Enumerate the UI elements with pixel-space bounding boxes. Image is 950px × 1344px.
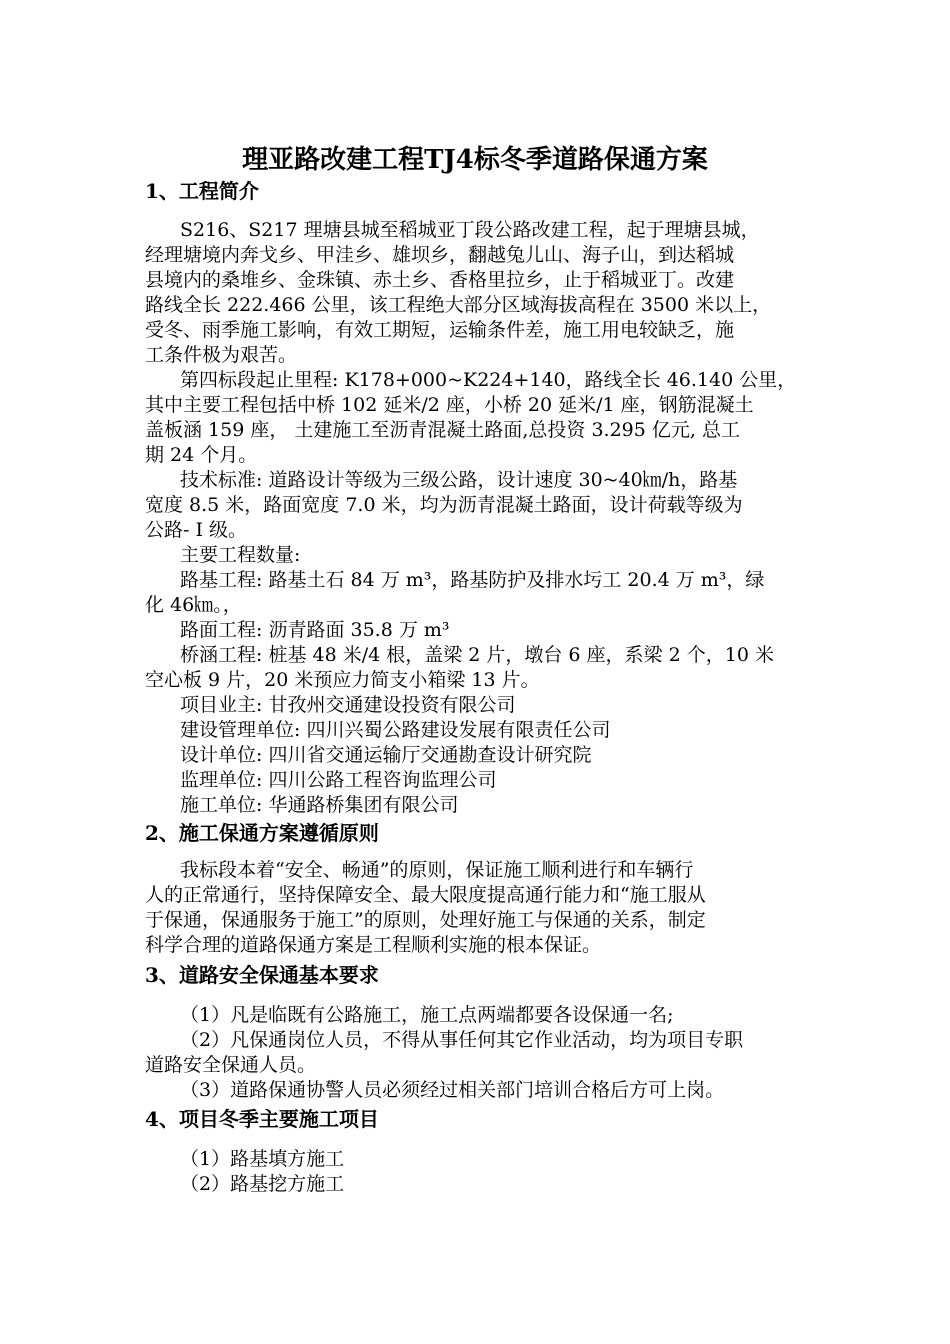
section-4-heading: 4、项目冬季主要施工项目 bbox=[145, 1107, 379, 1131]
section-1-text-line: 受冬、雨季施工影响，有效工期短，运输条件差，施工用电较缺乏，施 bbox=[145, 319, 735, 341]
section-3-text-line: （2）凡保通岗位人员，不得从事任何其它作业活动，均为项目专职 bbox=[180, 1029, 744, 1051]
section-2-text-line: 于保通，保通服务于施工”的原则，处理好施工与保通的关系，制定 bbox=[145, 909, 706, 931]
section-1-text-line: 桥涵工程: 桩基 48 米/4 根，盖梁 2 片，墩台 6 座，系梁 2 个，10 米 bbox=[180, 644, 774, 666]
section-4-text-line: （2）路基挖方施工 bbox=[180, 1173, 345, 1195]
section-3-text-line: （3）道路保通协警人员必须经过相关部门培训合格后方可上岗。 bbox=[180, 1079, 725, 1101]
section-1-text-line: 期 24 个月。 bbox=[145, 444, 258, 466]
section-1-text-line: 路基工程: 路基土石 84 万 m³，路基防护及排水圬工 20.4 万 m³，绿 bbox=[180, 569, 765, 591]
section-1-text-line: 建设管理单位: 四川兴蜀公路建设发展有限责任公司 bbox=[180, 719, 611, 741]
section-1-text-line: 公路- Ⅰ 级。 bbox=[145, 519, 248, 541]
section-3-heading: 3、道路安全保通基本要求 bbox=[145, 963, 379, 987]
section-1-text-line: 宽度 8.5 米，路面宽度 7.0 米，均为沥青混凝土路面，设计荷载等级为 bbox=[145, 494, 743, 516]
section-1-text-line: 盖板涵 159 座， 土建施工至沥青混凝土路面,总投资 3.295 亿元, 总工 bbox=[145, 419, 740, 441]
section-1-text-line: 技术标准: 道路设计等级为三级公路，设计速度 30~40㎞/h，路基 bbox=[180, 469, 738, 491]
section-2-heading: 2、施工保通方案遵循原则 bbox=[145, 821, 379, 845]
section-1-text-line: 路线全长 222.466 公里，该工程绝大部分区域海拔高程在 3500 米以上， bbox=[145, 294, 772, 316]
section-1-text-line: 空心板 9 片，20 米预应力简支小箱梁 13 片。 bbox=[145, 669, 540, 691]
document-title: 理亚路改建工程TJ4标冬季道路保通方案 bbox=[242, 145, 708, 175]
section-1-text-line: 县境内的桑堆乡、金珠镇、赤土乡、香格里拉乡，止于稻城亚丁。改建 bbox=[145, 269, 735, 291]
section-1-text-line: 工条件极为艰苦。 bbox=[145, 344, 298, 366]
section-4-text-line: （1）路基填方施工 bbox=[180, 1148, 345, 1170]
section-1-text-line: 经理塘境内奔戈乡、甲洼乡、雄坝乡，翻越兔儿山、海子山，到达稻城 bbox=[145, 244, 735, 266]
section-1-text-line: 项目业主: 甘孜州交通建设投资有限公司 bbox=[180, 694, 516, 716]
section-3-text-line: （1）凡是临既有公路施工，施工点两端都要各设保通一名; bbox=[180, 1004, 674, 1026]
section-1-text-line: 施工单位: 华通路桥集团有限公司 bbox=[180, 794, 459, 816]
section-3-text-line: 道路安全保通人员。 bbox=[145, 1054, 317, 1076]
section-2-text-line: 我标段本着“安全、畅通”的原则，保证施工顺利进行和车辆行 bbox=[180, 859, 694, 881]
section-1-text-line: 监理单位: 四川公路工程咨询监理公司 bbox=[180, 769, 497, 791]
section-1-text-line: 设计单位: 四川省交通运输厅交通勘查设计研究院 bbox=[180, 744, 592, 766]
section-1-text-line: 路面工程: 沥青路面 35.8 万 m³ bbox=[180, 619, 450, 641]
section-1-text-line: S216、S217 理塘县城至稻城亚丁段公路改建工程，起于理塘县城， bbox=[180, 219, 760, 241]
section-1-text-line: 主要工程数量: bbox=[180, 544, 301, 566]
section-2-text-line: 科学合理的道路保通方案是工程顺利实施的根本保证。 bbox=[145, 934, 602, 956]
section-1-heading: 1、工程简介 bbox=[145, 179, 259, 203]
section-1-text-line: 化 46㎞。， bbox=[145, 594, 242, 616]
section-1-text-line: 第四标段起止里程: K178+000~K224+140，路线全长 46.140 公里， bbox=[180, 369, 797, 391]
section-2-text-line: 人的正常通行，坚持保障安全、最大限度提高通行能力和“施工服从 bbox=[145, 884, 706, 906]
section-1-text-line: 其中主要工程包括中桥 102 延米/2 座，小桥 20 延米/1 座，钢筋混凝土 bbox=[145, 394, 754, 416]
